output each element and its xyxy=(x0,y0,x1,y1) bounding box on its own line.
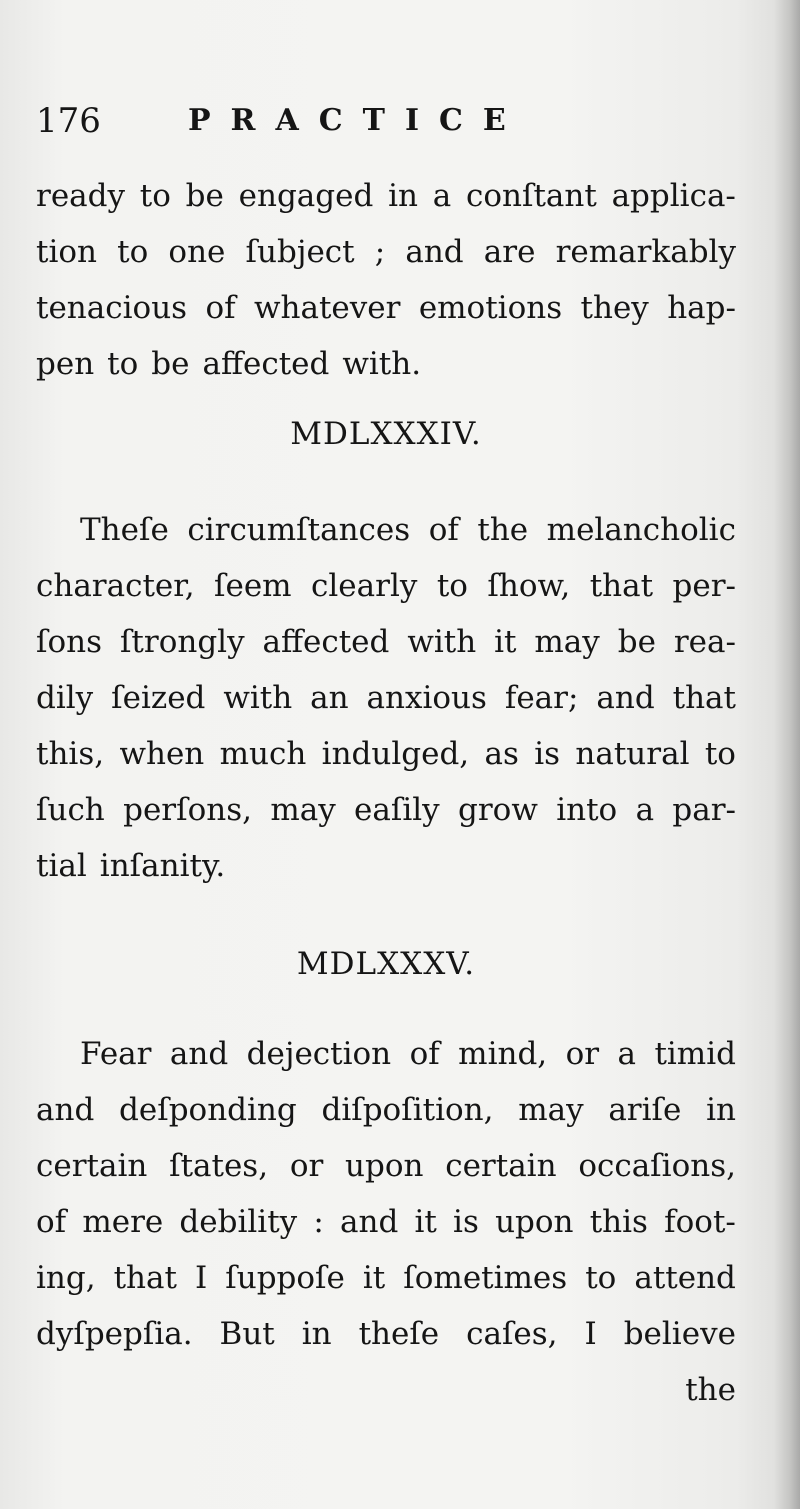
word: when xyxy=(119,736,205,772)
word: clearly xyxy=(311,568,418,604)
word: to xyxy=(704,736,736,772)
word: occaſions, xyxy=(578,1148,736,1184)
text-line xyxy=(36,838,736,894)
word: certain xyxy=(445,1148,557,1184)
page-spine-shadow xyxy=(774,0,800,1509)
word: are xyxy=(483,234,536,270)
word: that xyxy=(589,568,654,604)
word: of xyxy=(428,512,459,548)
word: may xyxy=(518,1092,584,1128)
word: foot- xyxy=(664,1204,736,1240)
catchword xyxy=(36,1362,736,1418)
word: in xyxy=(706,1092,736,1128)
section-number-mdlxxxv: MDLXXXV. xyxy=(296,946,476,982)
word: caſes, xyxy=(466,1316,558,1352)
word: ſeem xyxy=(214,568,292,604)
word: diſpoſition, xyxy=(321,1092,494,1128)
word: ſubject xyxy=(245,234,355,270)
text-line xyxy=(36,726,736,782)
text-line xyxy=(36,558,736,614)
word: natural xyxy=(575,736,690,772)
text-line xyxy=(36,280,736,336)
word: inſanity. xyxy=(99,848,226,884)
word: ariſe xyxy=(608,1092,682,1128)
text-line xyxy=(36,1250,736,1306)
word: of xyxy=(36,1204,67,1240)
text-line xyxy=(80,502,736,558)
word: and xyxy=(169,1036,229,1072)
word: tenacious xyxy=(36,290,188,326)
running-head xyxy=(36,96,736,146)
word: par- xyxy=(672,792,736,828)
word: dejection xyxy=(246,1036,392,1072)
word: theſe xyxy=(358,1316,440,1352)
word: attend xyxy=(634,1260,736,1296)
word: to xyxy=(436,568,468,604)
word: upon xyxy=(345,1148,424,1184)
word: ; xyxy=(374,234,386,270)
word: to xyxy=(107,346,139,382)
word: mind, xyxy=(458,1036,548,1072)
word: may xyxy=(270,792,336,828)
word: ſons xyxy=(36,624,103,660)
text-line xyxy=(36,336,736,392)
word: circumſtances xyxy=(187,512,411,548)
word: ſuppoſe xyxy=(225,1260,345,1296)
word: grow xyxy=(458,792,538,828)
word: timid xyxy=(654,1036,736,1072)
word: with xyxy=(223,680,293,716)
word: anxious xyxy=(366,680,487,716)
word: indulged, xyxy=(321,736,470,772)
catchword-text: the xyxy=(685,1372,736,1408)
word: But xyxy=(219,1316,275,1352)
word: rea- xyxy=(673,624,736,660)
word: a xyxy=(432,178,452,214)
page-number: 176 xyxy=(36,101,101,141)
text-line xyxy=(36,782,736,838)
word: ready xyxy=(36,178,126,214)
body-text xyxy=(36,168,736,1418)
running-title: PRACTICE xyxy=(188,103,526,138)
text-line xyxy=(36,614,736,670)
word: with xyxy=(407,624,477,660)
word: dyſpepſia. xyxy=(36,1316,193,1352)
word: or xyxy=(289,1148,324,1184)
word: per- xyxy=(672,568,736,604)
word: whatever xyxy=(253,290,401,326)
word: it xyxy=(414,1204,437,1240)
word: be xyxy=(617,624,656,660)
word: applica- xyxy=(611,178,736,214)
word: believe xyxy=(623,1316,736,1352)
word: an xyxy=(310,680,349,716)
paragraph-mdlxxxiv xyxy=(36,502,736,894)
word: to xyxy=(585,1260,617,1296)
text-line xyxy=(36,1138,736,1194)
word: emotions xyxy=(418,290,563,326)
word: pen xyxy=(36,346,95,382)
text-line xyxy=(36,1306,736,1362)
word: and xyxy=(405,234,464,270)
word: they xyxy=(580,290,649,326)
word: in xyxy=(301,1316,332,1352)
word: affected xyxy=(202,346,330,382)
word: in xyxy=(388,178,418,214)
word: to xyxy=(139,178,171,214)
word: ſometimes xyxy=(403,1260,568,1296)
word: it xyxy=(362,1260,386,1296)
section-number-mdlxxxiv: MDLXXXIV. xyxy=(290,416,482,452)
word: that xyxy=(672,680,736,716)
word: is xyxy=(453,1204,479,1240)
word: and xyxy=(340,1204,399,1240)
word: a xyxy=(617,1036,636,1072)
word: as xyxy=(484,736,519,772)
word: much xyxy=(219,736,307,772)
text-line xyxy=(36,224,736,280)
word: eaſily xyxy=(354,792,440,828)
word: : xyxy=(313,1204,324,1240)
word: affected xyxy=(262,624,390,660)
word: I xyxy=(584,1316,597,1352)
word: with. xyxy=(342,346,422,382)
word: this, xyxy=(36,736,105,772)
word: of xyxy=(205,290,236,326)
text-line xyxy=(80,1026,736,1082)
word: or xyxy=(565,1036,600,1072)
word: a xyxy=(635,792,655,828)
word: fear; xyxy=(504,680,579,716)
word: remarkably xyxy=(555,234,736,270)
word: hap- xyxy=(667,290,736,326)
word: and xyxy=(596,680,655,716)
word: tion xyxy=(36,234,98,270)
word: into xyxy=(556,792,618,828)
word: the xyxy=(477,512,529,548)
word: I xyxy=(194,1260,208,1296)
word: engaged xyxy=(238,178,374,214)
word: ſtates, xyxy=(169,1148,269,1184)
word: to xyxy=(117,234,149,270)
word: certain xyxy=(36,1148,148,1184)
paragraph-continued xyxy=(36,168,736,392)
word: be xyxy=(151,346,190,382)
word: ſeized xyxy=(111,680,206,716)
word: mere xyxy=(82,1204,164,1240)
word: Fear xyxy=(80,1036,152,1072)
word: it xyxy=(494,624,517,660)
word: may xyxy=(534,624,600,660)
word: upon xyxy=(495,1204,574,1240)
paragraph-mdlxxxv xyxy=(36,1026,736,1418)
word: and xyxy=(36,1092,95,1128)
text-line xyxy=(36,168,736,224)
word: of xyxy=(409,1036,440,1072)
word: one xyxy=(168,234,226,270)
word: ſtrongly xyxy=(119,624,245,660)
word: melancholic xyxy=(546,512,736,548)
word: ſhow, xyxy=(487,568,571,604)
text-line xyxy=(36,1082,736,1138)
word: debility xyxy=(179,1204,298,1240)
word: ſuch xyxy=(36,792,105,828)
word: conſtant xyxy=(465,178,597,214)
word: tial xyxy=(36,848,87,884)
word: be xyxy=(185,178,224,214)
word: is xyxy=(534,736,561,772)
text-line xyxy=(36,1194,736,1250)
text-line xyxy=(36,670,736,726)
word: perſons, xyxy=(123,792,252,828)
word: dily xyxy=(36,680,94,716)
word: this xyxy=(589,1204,648,1240)
word: Theſe xyxy=(80,512,169,548)
word: that xyxy=(113,1260,177,1296)
word: deſponding xyxy=(119,1092,297,1128)
word: ing, xyxy=(36,1260,96,1296)
word: character, xyxy=(36,568,195,604)
